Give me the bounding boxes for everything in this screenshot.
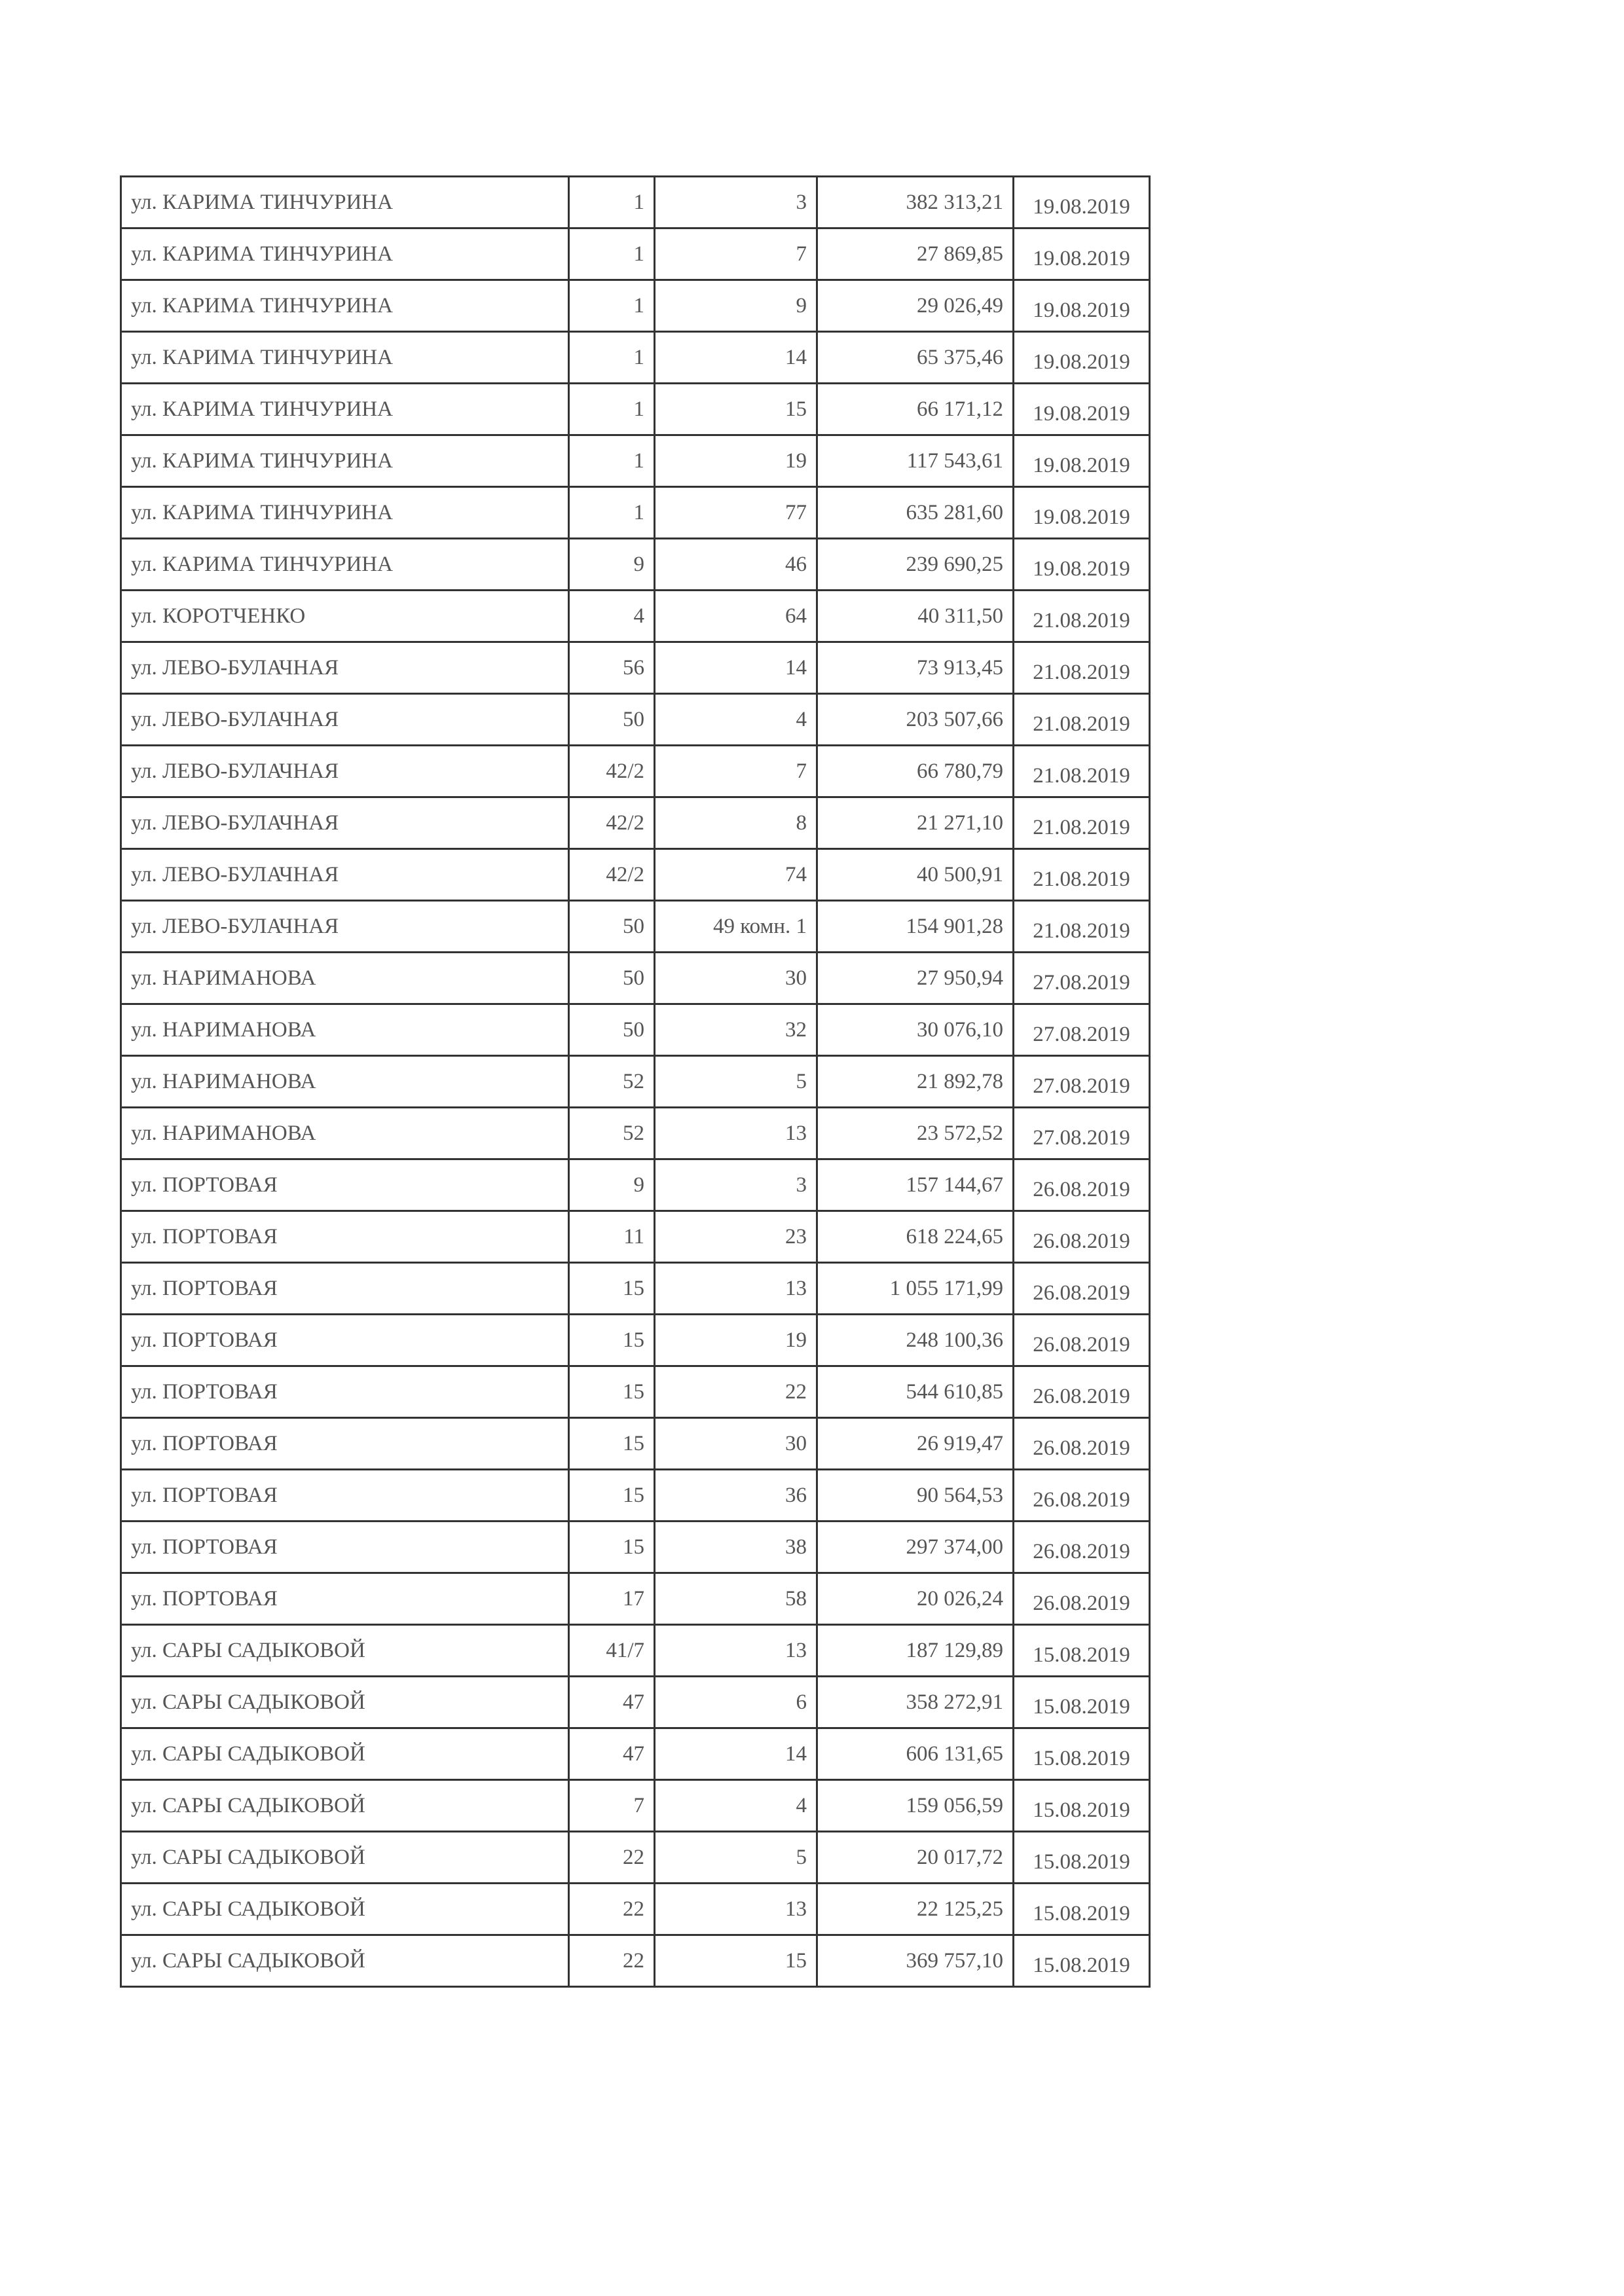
amount-cell: 297 374,00 (817, 1522, 1014, 1573)
house-number-cell: 22 (569, 1884, 655, 1935)
house-number-cell: 1 (569, 435, 655, 487)
amount-cell: 544 610,85 (817, 1366, 1014, 1418)
amount-cell: 159 056,59 (817, 1780, 1014, 1832)
table-row (121, 1522, 1150, 1573)
date-cell: 26.08.2019 (1014, 1522, 1150, 1573)
date-cell: 27.08.2019 (1014, 1108, 1150, 1159)
street-cell: ул. ПОРТОВАЯ (121, 1418, 569, 1470)
table-row (121, 384, 1150, 435)
date-cell: 15.08.2019 (1014, 1625, 1150, 1677)
amount-cell: 239 690,25 (817, 539, 1014, 591)
amount-cell: 73 913,45 (817, 642, 1014, 694)
house-number-cell: 9 (569, 1159, 655, 1211)
amount-cell: 248 100,36 (817, 1315, 1014, 1366)
date-cell: 19.08.2019 (1014, 384, 1150, 435)
house-number-cell: 50 (569, 694, 655, 746)
amount-cell: 117 543,61 (817, 435, 1014, 487)
apartment-cell: 19 (655, 435, 817, 487)
street-cell: ул. ЛЕВО-БУЛАЧНАЯ (121, 797, 569, 849)
date-cell: 19.08.2019 (1014, 487, 1150, 539)
amount-cell: 21 892,78 (817, 1056, 1014, 1108)
table-row (121, 280, 1150, 332)
amount-cell: 20 026,24 (817, 1573, 1014, 1625)
house-number-cell: 1 (569, 384, 655, 435)
table-row (121, 435, 1150, 487)
date-cell: 21.08.2019 (1014, 694, 1150, 746)
date-cell: 27.08.2019 (1014, 1056, 1150, 1108)
date-cell: 15.08.2019 (1014, 1728, 1150, 1780)
date-cell: 26.08.2019 (1014, 1366, 1150, 1418)
table-row (121, 591, 1150, 642)
table-row (121, 1056, 1150, 1108)
table-row (121, 1108, 1150, 1159)
date-cell: 15.08.2019 (1014, 1832, 1150, 1884)
house-number-cell: 47 (569, 1728, 655, 1780)
date-cell: 15.08.2019 (1014, 1935, 1150, 1987)
amount-cell: 203 507,66 (817, 694, 1014, 746)
amount-cell: 40 311,50 (817, 591, 1014, 642)
apartment-cell: 58 (655, 1573, 817, 1625)
apartment-cell: 14 (655, 332, 817, 384)
street-cell: ул. ЛЕВО-БУЛАЧНАЯ (121, 642, 569, 694)
table-row (121, 487, 1150, 539)
amount-cell: 66 780,79 (817, 746, 1014, 797)
date-cell: 15.08.2019 (1014, 1677, 1150, 1728)
street-cell: ул. КОРОТЧЕНКО (121, 591, 569, 642)
date-cell: 21.08.2019 (1014, 901, 1150, 953)
apartment-cell: 13 (655, 1263, 817, 1315)
apartment-cell: 13 (655, 1884, 817, 1935)
amount-cell: 1 055 171,99 (817, 1263, 1014, 1315)
house-number-cell: 15 (569, 1366, 655, 1418)
date-cell: 21.08.2019 (1014, 642, 1150, 694)
apartment-cell: 14 (655, 642, 817, 694)
table-row (121, 849, 1150, 901)
date-cell: 15.08.2019 (1014, 1884, 1150, 1935)
street-cell: ул. ЛЕВО-БУЛАЧНАЯ (121, 694, 569, 746)
apartment-cell: 30 (655, 953, 817, 1004)
house-number-cell: 50 (569, 953, 655, 1004)
amount-cell: 30 076,10 (817, 1004, 1014, 1056)
apartment-cell: 15 (655, 384, 817, 435)
street-cell: ул. КАРИМА ТИНЧУРИНА (121, 384, 569, 435)
street-cell: ул. САРЫ САДЫКОВОЙ (121, 1780, 569, 1832)
apartment-cell: 3 (655, 177, 817, 228)
street-cell: ул. КАРИМА ТИНЧУРИНА (121, 280, 569, 332)
house-number-cell: 15 (569, 1418, 655, 1470)
street-cell: ул. КАРИМА ТИНЧУРИНА (121, 435, 569, 487)
amount-cell: 606 131,65 (817, 1728, 1014, 1780)
table-row (121, 901, 1150, 953)
table-row (121, 1418, 1150, 1470)
amount-cell: 635 281,60 (817, 487, 1014, 539)
street-cell: ул. НАРИМАНОВА (121, 953, 569, 1004)
table-row (121, 1677, 1150, 1728)
apartment-cell: 5 (655, 1832, 817, 1884)
table-row (121, 1884, 1150, 1935)
apartment-cell: 36 (655, 1470, 817, 1522)
amount-cell: 40 500,91 (817, 849, 1014, 901)
apartment-cell: 64 (655, 591, 817, 642)
street-cell: ул. ПОРТОВАЯ (121, 1315, 569, 1366)
street-cell: ул. САРЫ САДЫКОВОЙ (121, 1935, 569, 1987)
table-row (121, 1470, 1150, 1522)
amount-cell: 26 919,47 (817, 1418, 1014, 1470)
table-row (121, 228, 1150, 280)
date-cell: 19.08.2019 (1014, 332, 1150, 384)
house-number-cell: 11 (569, 1211, 655, 1263)
house-number-cell: 9 (569, 539, 655, 591)
street-cell: ул. КАРИМА ТИНЧУРИНА (121, 539, 569, 591)
amount-cell: 27 869,85 (817, 228, 1014, 280)
amount-cell: 369 757,10 (817, 1935, 1014, 1987)
apartment-cell: 49 комн. 1 (655, 901, 817, 953)
house-number-cell: 1 (569, 177, 655, 228)
street-cell: ул. САРЫ САДЫКОВОЙ (121, 1625, 569, 1677)
date-cell: 27.08.2019 (1014, 1004, 1150, 1056)
date-cell: 21.08.2019 (1014, 591, 1150, 642)
date-cell: 26.08.2019 (1014, 1315, 1150, 1366)
table-row (121, 539, 1150, 591)
table-row (121, 1780, 1150, 1832)
date-cell: 19.08.2019 (1014, 539, 1150, 591)
house-number-cell: 15 (569, 1263, 655, 1315)
house-number-cell: 4 (569, 591, 655, 642)
street-cell: ул. САРЫ САДЫКОВОЙ (121, 1884, 569, 1935)
house-number-cell: 1 (569, 228, 655, 280)
house-number-cell: 1 (569, 332, 655, 384)
street-cell: ул. НАРИМАНОВА (121, 1004, 569, 1056)
apartment-cell: 4 (655, 694, 817, 746)
apartment-cell: 15 (655, 1935, 817, 1987)
amount-cell: 23 572,52 (817, 1108, 1014, 1159)
apartment-cell: 3 (655, 1159, 817, 1211)
house-number-cell: 42/2 (569, 746, 655, 797)
date-cell: 19.08.2019 (1014, 228, 1150, 280)
street-cell: ул. ЛЕВО-БУЛАЧНАЯ (121, 849, 569, 901)
street-cell: ул. КАРИМА ТИНЧУРИНА (121, 177, 569, 228)
date-cell: 26.08.2019 (1014, 1263, 1150, 1315)
street-cell: ул. ЛЕВО-БУЛАЧНАЯ (121, 901, 569, 953)
date-cell: 21.08.2019 (1014, 746, 1150, 797)
street-cell: ул. ПОРТОВАЯ (121, 1211, 569, 1263)
street-cell: ул. КАРИМА ТИНЧУРИНА (121, 332, 569, 384)
house-number-cell: 22 (569, 1832, 655, 1884)
house-number-cell: 15 (569, 1315, 655, 1366)
amount-cell: 157 144,67 (817, 1159, 1014, 1211)
apartment-cell: 23 (655, 1211, 817, 1263)
table-row (121, 746, 1150, 797)
apartment-cell: 9 (655, 280, 817, 332)
apartment-cell: 7 (655, 228, 817, 280)
table-row (121, 1625, 1150, 1677)
street-cell: ул. ПОРТОВАЯ (121, 1366, 569, 1418)
apartment-cell: 77 (655, 487, 817, 539)
date-cell: 19.08.2019 (1014, 435, 1150, 487)
date-cell: 26.08.2019 (1014, 1211, 1150, 1263)
table-row (121, 1211, 1150, 1263)
street-cell: ул. ПОРТОВАЯ (121, 1470, 569, 1522)
apartment-cell: 46 (655, 539, 817, 591)
amount-cell: 187 129,89 (817, 1625, 1014, 1677)
amount-cell: 90 564,53 (817, 1470, 1014, 1522)
date-cell: 26.08.2019 (1014, 1159, 1150, 1211)
street-cell: ул. ПОРТОВАЯ (121, 1159, 569, 1211)
house-number-cell: 50 (569, 901, 655, 953)
table-row (121, 1832, 1150, 1884)
date-cell: 19.08.2019 (1014, 177, 1150, 228)
house-number-cell: 42/2 (569, 797, 655, 849)
apartment-cell: 19 (655, 1315, 817, 1366)
house-number-cell: 41/7 (569, 1625, 655, 1677)
table-row (121, 1159, 1150, 1211)
amount-cell: 22 125,25 (817, 1884, 1014, 1935)
table-row (121, 1366, 1150, 1418)
table-row (121, 1263, 1150, 1315)
amount-cell: 618 224,65 (817, 1211, 1014, 1263)
date-cell: 15.08.2019 (1014, 1780, 1150, 1832)
apartment-cell: 38 (655, 1522, 817, 1573)
apartment-cell: 30 (655, 1418, 817, 1470)
table-row (121, 694, 1150, 746)
street-cell: ул. КАРИМА ТИНЧУРИНА (121, 487, 569, 539)
debt-table-body (121, 177, 1150, 1987)
house-number-cell: 56 (569, 642, 655, 694)
amount-cell: 20 017,72 (817, 1832, 1014, 1884)
street-cell: ул. ЛЕВО-БУЛАЧНАЯ (121, 746, 569, 797)
house-number-cell: 17 (569, 1573, 655, 1625)
table-row (121, 1315, 1150, 1366)
house-number-cell: 42/2 (569, 849, 655, 901)
date-cell: 27.08.2019 (1014, 953, 1150, 1004)
table-row (121, 1004, 1150, 1056)
debt-table (120, 175, 1151, 1988)
date-cell: 21.08.2019 (1014, 797, 1150, 849)
amount-cell: 66 171,12 (817, 384, 1014, 435)
street-cell: ул. САРЫ САДЫКОВОЙ (121, 1832, 569, 1884)
apartment-cell: 8 (655, 797, 817, 849)
apartment-cell: 7 (655, 746, 817, 797)
house-number-cell: 22 (569, 1935, 655, 1987)
street-cell: ул. САРЫ САДЫКОВОЙ (121, 1677, 569, 1728)
house-number-cell: 47 (569, 1677, 655, 1728)
table-row (121, 797, 1150, 849)
date-cell: 19.08.2019 (1014, 280, 1150, 332)
amount-cell: 154 901,28 (817, 901, 1014, 953)
street-cell: ул. НАРИМАНОВА (121, 1056, 569, 1108)
street-cell: ул. САРЫ САДЫКОВОЙ (121, 1728, 569, 1780)
amount-cell: 21 271,10 (817, 797, 1014, 849)
date-cell: 21.08.2019 (1014, 849, 1150, 901)
date-cell: 26.08.2019 (1014, 1470, 1150, 1522)
house-number-cell: 1 (569, 280, 655, 332)
apartment-cell: 13 (655, 1625, 817, 1677)
house-number-cell: 7 (569, 1780, 655, 1832)
amount-cell: 382 313,21 (817, 177, 1014, 228)
apartment-cell: 32 (655, 1004, 817, 1056)
house-number-cell: 15 (569, 1470, 655, 1522)
table-row (121, 1935, 1150, 1987)
house-number-cell: 15 (569, 1522, 655, 1573)
street-cell: ул. НАРИМАНОВА (121, 1108, 569, 1159)
street-cell: ул. ПОРТОВАЯ (121, 1263, 569, 1315)
apartment-cell: 6 (655, 1677, 817, 1728)
house-number-cell: 52 (569, 1108, 655, 1159)
apartment-cell: 22 (655, 1366, 817, 1418)
apartment-cell: 74 (655, 849, 817, 901)
street-cell: ул. ПОРТОВАЯ (121, 1522, 569, 1573)
street-cell: ул. КАРИМА ТИНЧУРИНА (121, 228, 569, 280)
table-row (121, 177, 1150, 228)
amount-cell: 358 272,91 (817, 1677, 1014, 1728)
apartment-cell: 13 (655, 1108, 817, 1159)
amount-cell: 27 950,94 (817, 953, 1014, 1004)
apartment-cell: 14 (655, 1728, 817, 1780)
table-row (121, 1728, 1150, 1780)
table-row (121, 332, 1150, 384)
table-row (121, 642, 1150, 694)
apartment-cell: 4 (655, 1780, 817, 1832)
amount-cell: 65 375,46 (817, 332, 1014, 384)
street-cell: ул. ПОРТОВАЯ (121, 1573, 569, 1625)
amount-cell: 29 026,49 (817, 280, 1014, 332)
table-row (121, 1573, 1150, 1625)
date-cell: 26.08.2019 (1014, 1418, 1150, 1470)
date-cell: 26.08.2019 (1014, 1573, 1150, 1625)
house-number-cell: 52 (569, 1056, 655, 1108)
house-number-cell: 50 (569, 1004, 655, 1056)
table-row (121, 953, 1150, 1004)
house-number-cell: 1 (569, 487, 655, 539)
apartment-cell: 5 (655, 1056, 817, 1108)
